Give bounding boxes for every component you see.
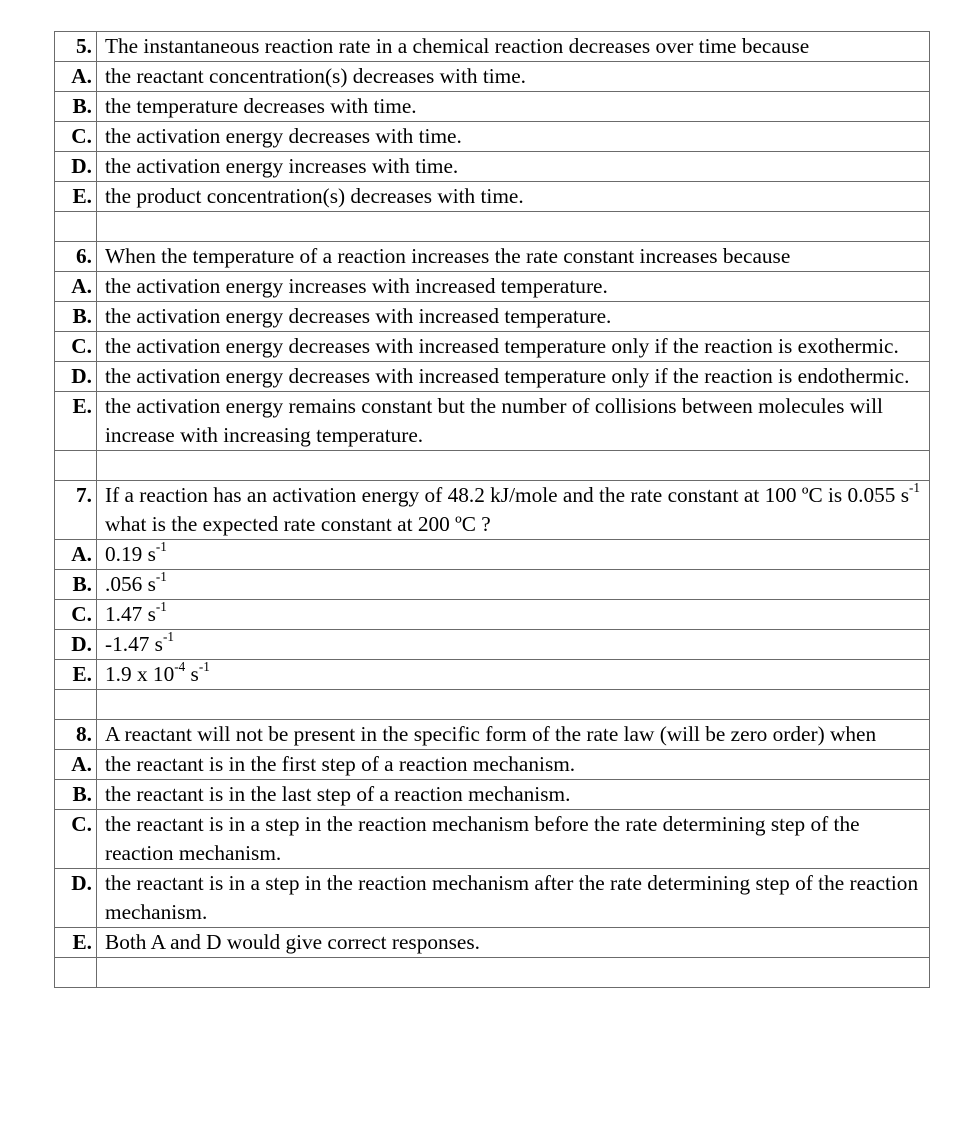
- option-label: C.: [55, 332, 97, 362]
- spacer-row: [55, 958, 930, 988]
- spacer-row: [55, 690, 930, 720]
- option-text: the activation energy decreases with increased temperature only if the reaction is exothermic.: [97, 332, 930, 362]
- option-row: [55, 122, 930, 152]
- option-text: [97, 630, 930, 660]
- empty-cell: [55, 958, 97, 988]
- superscript: -1: [909, 479, 921, 495]
- option-row: [55, 600, 930, 630]
- option-label: B.: [55, 92, 97, 122]
- empty-cell: [55, 451, 97, 481]
- stem-text: If a reaction has an activation energy of 48.2 kJ/mole and the rate constant at 100 ºC is 0.055 s: [105, 483, 910, 507]
- superscript: -1: [162, 628, 174, 644]
- spacer-row: [55, 451, 930, 481]
- option-row: [55, 62, 930, 92]
- option-row: [55, 630, 930, 660]
- option-text: Both A and D would give correct responses.: [97, 928, 930, 958]
- empty-cell: [97, 451, 930, 481]
- option-text: the activation energy remains constant but the number of collisions between molecules will increase with increasing temperature.: [97, 392, 930, 451]
- option-row: [55, 780, 930, 810]
- empty-cell: [97, 690, 930, 720]
- superscript: -1: [155, 598, 167, 614]
- option-text: the activation energy decreases with increased temperature only if the reaction is endothermic.: [97, 362, 930, 392]
- option-text: the activation energy decreases with increased temperature.: [97, 302, 930, 332]
- exponent: -4: [174, 658, 186, 674]
- option-text: the activation energy increases with time.: [97, 152, 930, 182]
- option-row: [55, 182, 930, 212]
- option-row: [55, 750, 930, 780]
- option-row: [55, 570, 930, 600]
- option-value: .056 s: [105, 572, 156, 596]
- option-label: C.: [55, 122, 97, 152]
- option-text: [97, 660, 930, 690]
- option-label: A.: [55, 272, 97, 302]
- option-label: D.: [55, 869, 97, 928]
- option-label: B.: [55, 302, 97, 332]
- question-number: 7.: [55, 481, 97, 540]
- empty-cell: [55, 212, 97, 242]
- question-8-row: [55, 720, 930, 750]
- option-text: the reactant is in a step in the reaction mechanism before the rate determining step of the reaction mechanism.: [97, 810, 930, 869]
- question-number: 8.: [55, 720, 97, 750]
- option-value: 1.9 x 10: [105, 662, 175, 686]
- option-unit: s: [185, 662, 199, 686]
- empty-cell: [97, 212, 930, 242]
- stem-text: what is the expected rate constant at 200 ºC ?: [105, 512, 491, 536]
- option-label: D.: [55, 152, 97, 182]
- question-7-row: [55, 481, 930, 540]
- question-stem: [97, 481, 930, 540]
- option-row: [55, 362, 930, 392]
- option-row: [55, 660, 930, 690]
- option-row: [55, 302, 930, 332]
- option-row: [55, 928, 930, 958]
- option-label: D.: [55, 630, 97, 660]
- question-5-row: [55, 32, 930, 62]
- option-text: the product concentration(s) decreases with time.: [97, 182, 930, 212]
- option-label: B.: [55, 780, 97, 810]
- option-label: A.: [55, 750, 97, 780]
- option-text: the reactant is in the last step of a reaction mechanism.: [97, 780, 930, 810]
- spacer-row: [55, 212, 930, 242]
- option-row: [55, 332, 930, 362]
- option-row: [55, 540, 930, 570]
- superscript: -1: [155, 568, 167, 584]
- question-6-row: [55, 242, 930, 272]
- option-label: E.: [55, 392, 97, 451]
- question-stem: A reactant will not be present in the specific form of the rate law (will be zero order) when: [97, 720, 930, 750]
- option-row: [55, 392, 930, 451]
- question-number: 6.: [55, 242, 97, 272]
- option-value: -1.47 s: [105, 632, 163, 656]
- option-text: [97, 540, 930, 570]
- question-number: 5.: [55, 32, 97, 62]
- question-stem: The instantaneous reaction rate in a chemical reaction decreases over time because: [97, 32, 930, 62]
- option-text: the reactant concentration(s) decreases with time.: [97, 62, 930, 92]
- option-text: the temperature decreases with time.: [97, 92, 930, 122]
- option-row: [55, 272, 930, 302]
- option-label: C.: [55, 600, 97, 630]
- option-text: the activation energy decreases with time.: [97, 122, 930, 152]
- option-row: [55, 152, 930, 182]
- option-text: the reactant is in a step in the reaction mechanism after the rate determining step of the reaction mechanism.: [97, 869, 930, 928]
- option-row: [55, 869, 930, 928]
- option-text: the reactant is in the first step of a reaction mechanism.: [97, 750, 930, 780]
- option-label: C.: [55, 810, 97, 869]
- option-label: D.: [55, 362, 97, 392]
- option-row: [55, 810, 930, 869]
- superscript: -1: [198, 658, 210, 674]
- option-value: 0.19 s: [105, 542, 156, 566]
- option-label: E.: [55, 660, 97, 690]
- option-label: E.: [55, 928, 97, 958]
- option-text: [97, 570, 930, 600]
- empty-cell: [55, 690, 97, 720]
- option-label: A.: [55, 62, 97, 92]
- option-label: E.: [55, 182, 97, 212]
- option-text: the activation energy increases with increased temperature.: [97, 272, 930, 302]
- question-stem: When the temperature of a reaction increases the rate constant increases because: [97, 242, 930, 272]
- question-table: [54, 31, 930, 988]
- option-row: [55, 92, 930, 122]
- superscript: -1: [155, 538, 167, 554]
- option-label: B.: [55, 570, 97, 600]
- option-text: [97, 600, 930, 630]
- empty-cell: [97, 958, 930, 988]
- option-value: 1.47 s: [105, 602, 156, 626]
- option-label: A.: [55, 540, 97, 570]
